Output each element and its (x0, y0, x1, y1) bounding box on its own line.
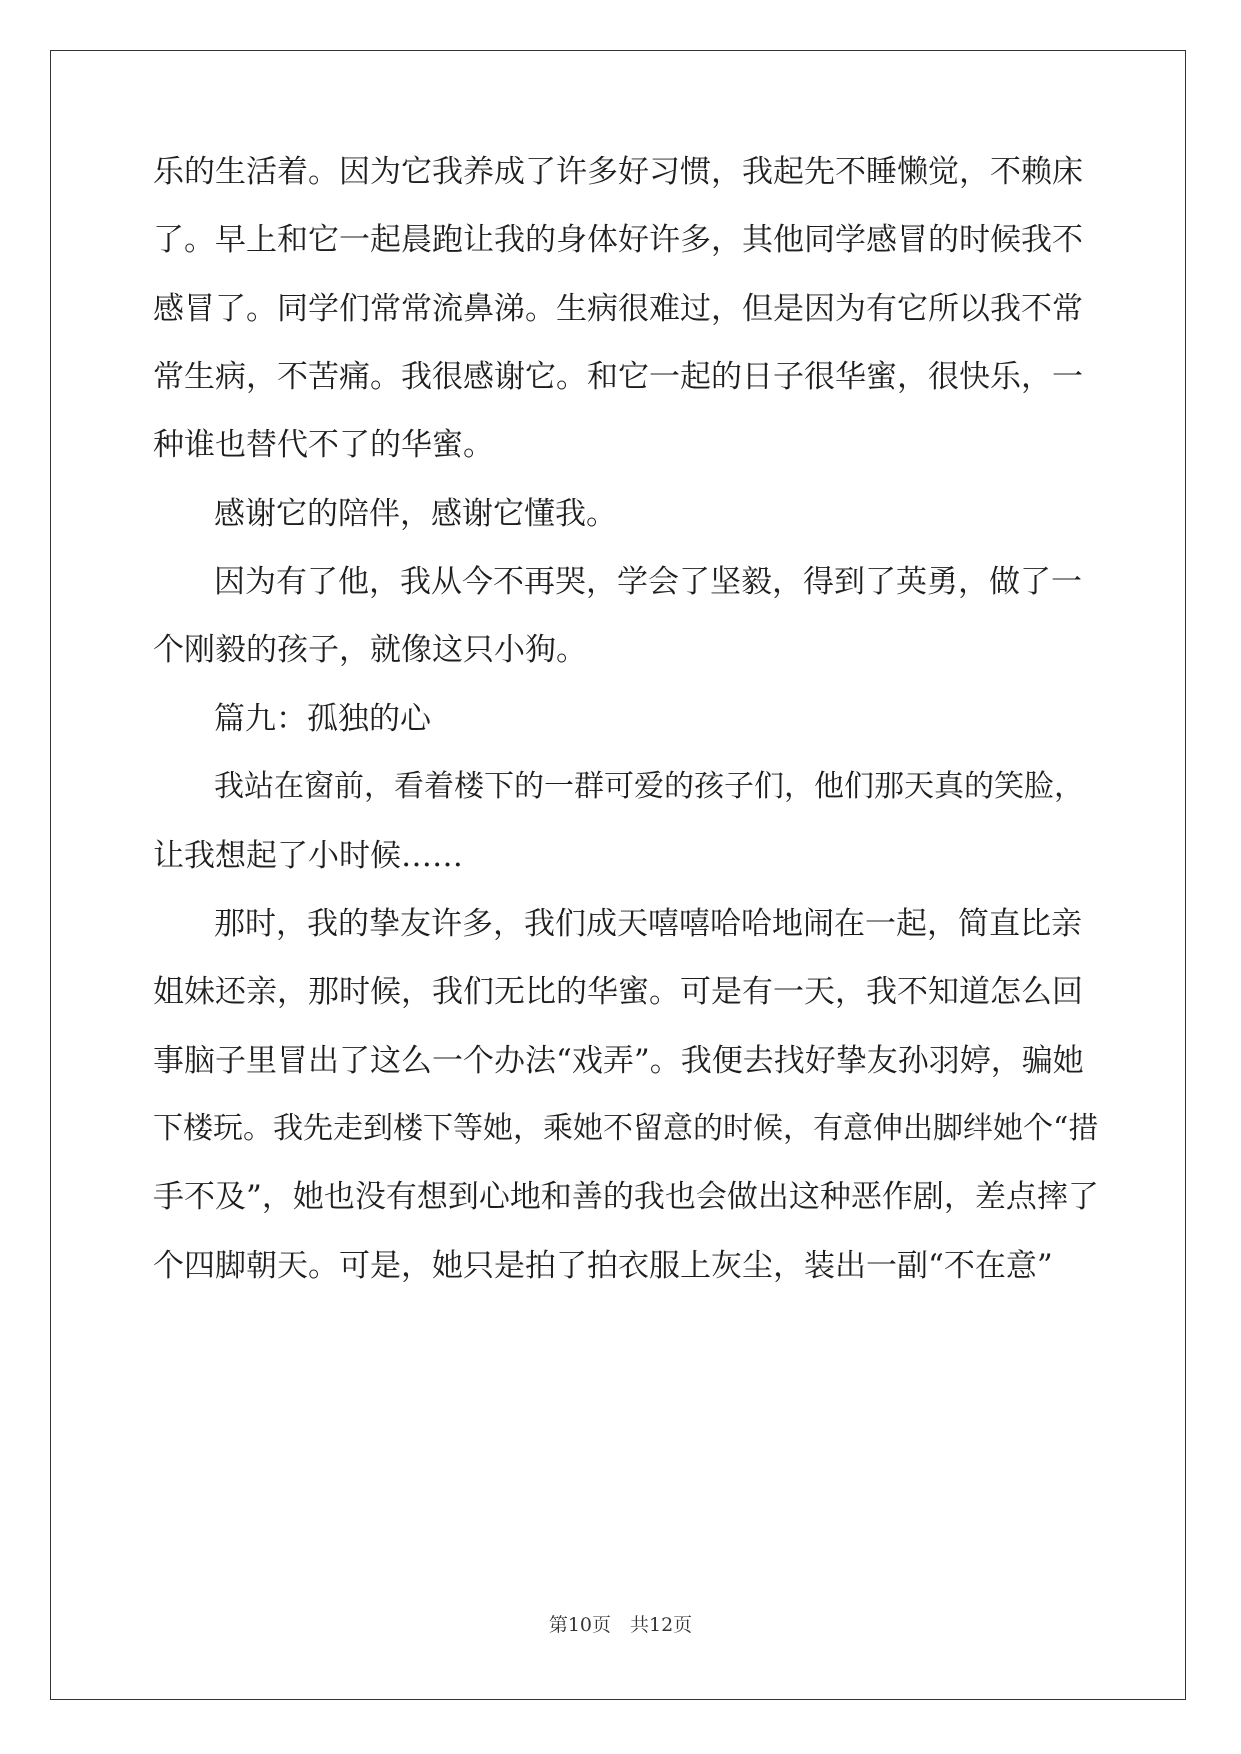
body-line: 手不及”，她也没有想到心地和善的我也会做出这种恶作剧，差点摔了 (153, 1179, 1099, 1215)
body-line: 了。早上和它一起晨跑让我的身体好许多，其他同学感冒的时候我不 (153, 222, 1083, 258)
section-heading: 篇九：孤独的心 (214, 701, 431, 737)
body-line: 让我想起了小时候…… (153, 838, 463, 874)
page-number-footer: 第10页 共12页 (548, 1614, 693, 1636)
body-line: 我站在窗前，看着楼下的一群可爱的孩子们，他们那天真的笑脸， (214, 769, 1084, 804)
body-line: 种谁也替代不了的华蜜。 (153, 427, 494, 463)
body-line: 感谢它的陪伴，感谢它懂我。 (214, 496, 617, 532)
body-line: 个四脚朝天。可是，她只是拍了拍衣服上灰尘，装出一副“不在意” (153, 1248, 1053, 1284)
body-line: 姐妹还亲，那时候，我们无比的华蜜。可是有一天，我不知道怎么回 (153, 974, 1083, 1010)
body-line: 那时，我的挚友许多，我们成天嘻嘻哈哈地闹在一起，简直比亲 (214, 906, 1082, 942)
body-line: 事脑子里冒出了这么一个办法“戏弄”。我便去找好挚友孙羽婷，骗她 (153, 1043, 1084, 1079)
body-line: 下楼玩。我先走到楼下等她，乘她不留意的时候，有意伸出脚绊她个“措 (153, 1111, 1099, 1146)
body-line: 感冒了。同学们常常流鼻涕。生病很难过，但是因为有它所以我不常 (153, 291, 1083, 327)
body-line: 因为有了他，我从今不再哭，学会了坚毅，得到了英勇，做了一 (214, 564, 1082, 600)
body-line: 个刚毅的孩子，就像这只小狗。 (153, 632, 587, 668)
body-line: 乐的生活着。因为它我养成了许多好习惯，我起先不睡懒觉，不赖床 (153, 154, 1083, 190)
body-line: 常生病，不苦痛。我很感谢它。和它一起的日子很华蜜，很快乐，一 (153, 359, 1083, 395)
